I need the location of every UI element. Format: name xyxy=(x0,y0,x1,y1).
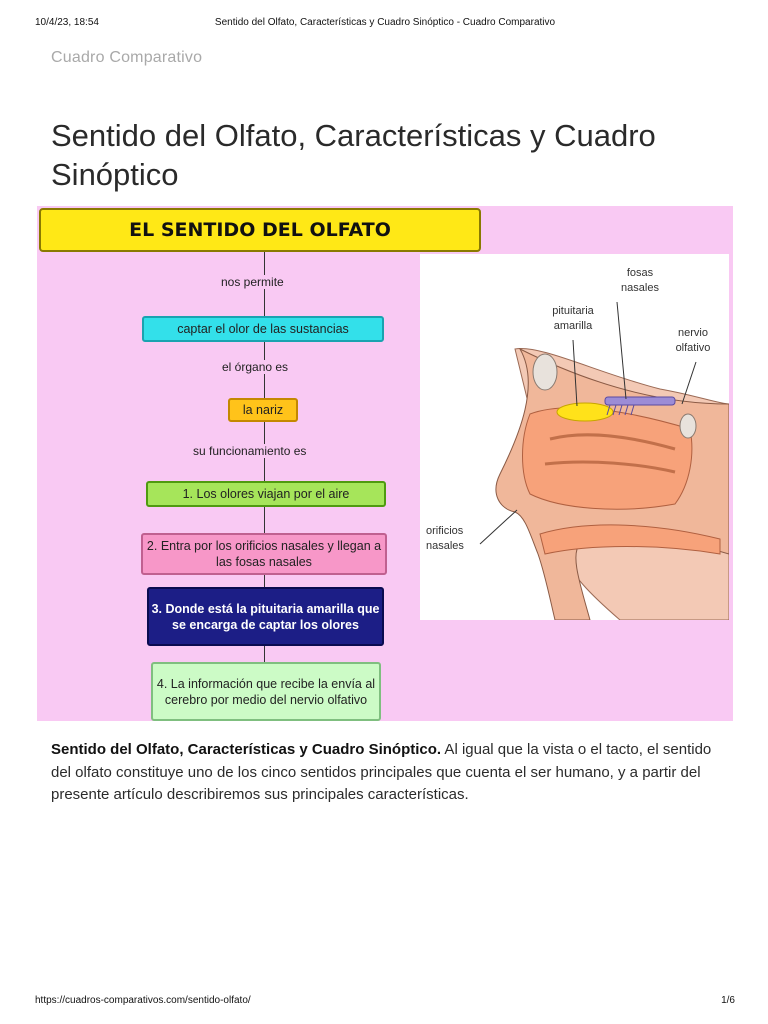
step-3-box: 3. Donde está la pituitaria amarilla que se encarga de captar los olores xyxy=(147,587,384,646)
figure-title: EL SENTIDO DEL OLFATO xyxy=(39,208,481,252)
intro-paragraph xyxy=(51,739,721,807)
print-header xyxy=(35,17,735,31)
box-la-nariz: la nariz xyxy=(228,398,298,422)
print-doc-title: Sentido del Olfato, Características y Cuadro Sinóptico - Cuadro Comparativo xyxy=(214,17,556,28)
intro-bold: Sentido del Olfato, Características y Cuadro Sinóptico. xyxy=(51,741,442,758)
site-name-link[interactable]: Cuadro Comparativo xyxy=(51,49,203,66)
print-url-link[interactable]: https://cuadros-comparativos.com/sentido-olfato/ xyxy=(35,995,251,1006)
print-footer xyxy=(35,995,735,1009)
step-4-box: 4. La información que recibe la envía al cerebro por medio del nervio olfativo xyxy=(151,662,381,721)
label-fosas-nasales: fosas nasales xyxy=(621,267,659,294)
label-nervio-olfativo: nervio olfativo xyxy=(675,327,711,354)
step-1-box: 1. Los olores viajan por el aire xyxy=(146,481,386,507)
nose-anatomy-illustration xyxy=(420,254,729,620)
page-title: Sentido del Olfato, Características y Cuadro Sinóptico xyxy=(51,118,656,192)
page-number: 1/6 xyxy=(721,995,735,1006)
intro-text: Al igual que la vista o el tacto, el sentido del olfato constituye uno de los cinco sentidos principales que cuenta el ser humano, y a partir del presente artículo describiremos sus principales características. xyxy=(51,741,712,803)
concept-map-figure xyxy=(37,206,733,721)
box-captar-olor: captar el olor de las sustancias xyxy=(142,316,384,342)
connector-label-1: nos permite xyxy=(221,275,284,289)
connector-label-3: su funcionamiento es xyxy=(193,444,307,458)
print-datetime: 10/4/23, 18:54 xyxy=(35,17,99,28)
connector-label-2: el órgano es xyxy=(222,360,289,374)
step-2-box: 2. Entra por los orificios nasales y llegan a las fosas nasales xyxy=(141,533,387,575)
label-orificios-nasales: orificios nasales xyxy=(426,525,464,552)
label-pituitaria-amarilla: pituitaria amarilla xyxy=(552,305,594,332)
